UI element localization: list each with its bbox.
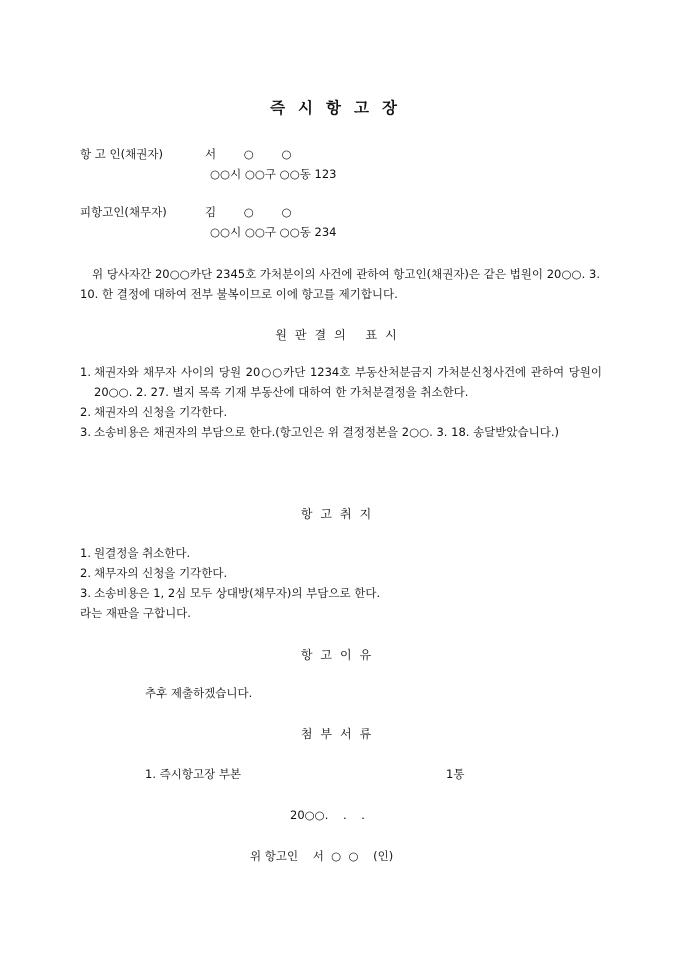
list-item-text: 채권자의 신청을 기각한다. <box>94 405 228 419</box>
list-item-number: 3. <box>80 425 91 439</box>
list-item-number: 1. <box>80 546 91 560</box>
list-item-text: 원결정을 취소한다. <box>94 546 191 560</box>
signature-line: 위 항고인 서 ○ ○ (인) <box>250 849 394 863</box>
list-item-number: 2. <box>80 405 91 419</box>
appellant-label: 항 고 인(채권자) <box>80 147 163 161</box>
section-heading-attachments: 첨부서류 <box>300 727 380 741</box>
section-heading-original-decision: 원판결의 표시 <box>275 328 405 342</box>
original-decision-list <box>80 362 602 442</box>
appeal-purpose-list <box>80 543 602 623</box>
list-item <box>80 563 602 583</box>
intro-paragraph <box>80 264 600 304</box>
section-heading-appeal-purpose: 항고취지 <box>300 507 380 521</box>
list-item-number: 2. <box>80 566 91 580</box>
attachment-item-count: 1통 <box>446 767 465 781</box>
appellee-address: ○○시 ○○구 ○○동 234 <box>210 225 337 239</box>
list-item-number: 3. <box>80 586 91 600</box>
list-item-text: 소송비용은 1, 2심 모두 상대방(채무자)의 부담으로 한다. <box>94 586 381 600</box>
section-heading-appeal-reason: 항고이유 <box>300 648 380 662</box>
appeal-purpose-closing: 라는 재판을 구합니다. <box>80 606 191 620</box>
appellee-name: 김 ○ ○ <box>205 205 292 219</box>
list-item <box>80 583 602 603</box>
list-item-text: 채권자와 채무자 사이의 당원 20○○카단 1234호 부동산처분금지 가처분신청사건에 관하여 당원이 20○○. 2. 27. 별지 목록 기재 부동산에 대하여 한 가처분결정을 취소한다. <box>94 365 602 399</box>
list-item <box>80 543 602 563</box>
appellant-name: 서 ○ ○ <box>205 147 292 161</box>
list-item-number: 1. <box>80 365 91 379</box>
list-item <box>80 362 602 402</box>
intro-text: 위 당사자간 20○○카단 2345호 가처분이의 사건에 관하여 항고인(채권자)은 같은 법원이 20○○. 3. 10. 한 결정에 대하여 전부 불복이므로 이에 항고를 제기합니다. <box>80 267 600 301</box>
document-title: 즉시항고장 <box>270 99 410 117</box>
appeal-reason-text: 추후 제출하겠습니다. <box>145 686 253 700</box>
filing-date: 20○○. . . <box>290 808 365 822</box>
list-item-text: 소송비용은 채권자의 부담으로 한다.(항고인은 위 결정정본을 2○○. 3. 18. 송달받았습니다.) <box>94 425 559 439</box>
list-item-text: 채무자의 신청을 기각한다. <box>94 566 228 580</box>
attachment-item-label: 1. 즉시항고장 부본 <box>145 767 242 781</box>
list-item <box>80 402 602 422</box>
appellee-label: 피항고인(채무자) <box>80 205 167 219</box>
list-item <box>80 422 602 442</box>
appellant-address: ○○시 ○○구 ○○동 123 <box>210 167 337 181</box>
